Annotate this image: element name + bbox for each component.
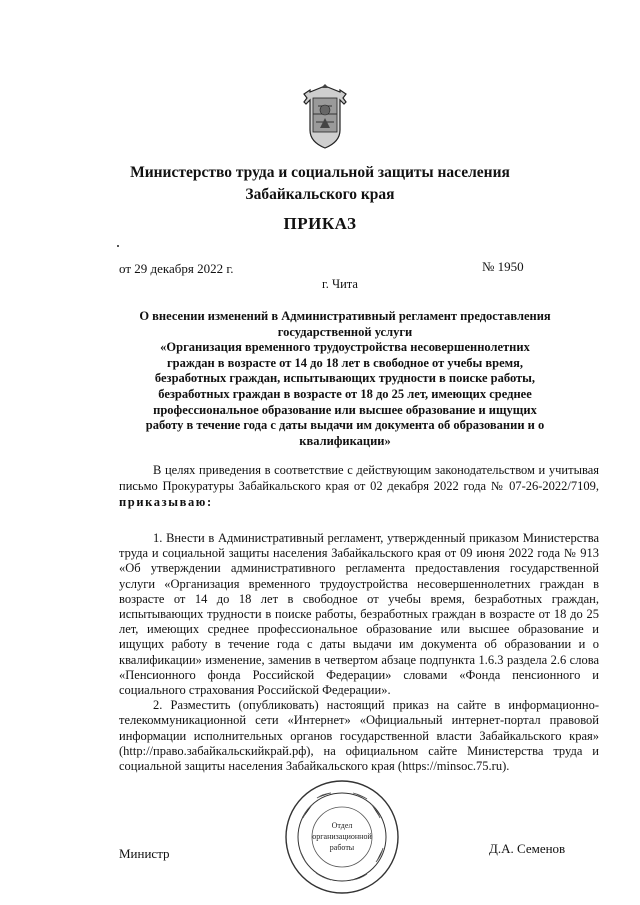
signatory-name: Д.А. Семенов bbox=[489, 841, 566, 856]
heading-line: квалификации» bbox=[299, 433, 391, 448]
signatory-position: Министр bbox=[119, 846, 170, 861]
heading-line: государственной услуги bbox=[277, 324, 413, 339]
document-city: г. Чита bbox=[322, 277, 358, 291]
document-type-title: ПРИКАЗ bbox=[283, 214, 357, 233]
document-date: от 29 декабря 2022 г. bbox=[119, 261, 234, 276]
coat-of-arms-emblem bbox=[300, 84, 350, 150]
heading-line: «Организация временного трудоустройства несовершеннолетних bbox=[160, 340, 530, 355]
order-item-1: 1. Внести в Административный регламент, утвержденный приказом Министерства труда и социальной защиты населения Забайкальского края от 09 июня 2022 года № 913 «Об утверждении административного регламента предоставления государственной услуги «Организация временного трудоустройства несовершеннолетних граждан в возрасте от 14 до 18 лет в свободное от учебы время, безработных граждан, испытывающих трудности в поиске работы, безработных граждан в возрасте от 18 до 25 лет, имеющих среднее профессиональное образование или высшее образование и ищущих работу в течение года с даты выдачи им документа об образовании и о квалификации» изменение, заменив в четвертом абзаце подпункта 1.6.3 раздела 2.6 слова «Пенсионного фонда Российской Федерации» словами «Фонда пенсионного и социального страхования Российской Федерации». bbox=[119, 531, 599, 698]
stamp-line-1: Отдел bbox=[331, 821, 353, 830]
heading-line: граждан в возрасте от 14 до 18 лет в свободное от учебы время, bbox=[166, 355, 524, 370]
heading-line: безработных граждан в возрасте от 18 до 25 лет, имеющих среднее bbox=[158, 386, 532, 401]
ministry-name bbox=[100, 162, 540, 206]
heading-line: профессиональное образование или высшее образование и ищущих bbox=[153, 402, 537, 417]
ministry-line-2: Забайкальского края bbox=[245, 186, 395, 203]
stamp-line-3: работы bbox=[329, 843, 355, 852]
scan-speck bbox=[117, 245, 119, 247]
document-number: № 1950 bbox=[482, 259, 524, 274]
heading-line: О внесении изменений в Административный регламент предоставления bbox=[139, 309, 551, 323]
preamble-text: В целях приведения в соответствие с действующим законодательством и учитывая письмо Прокуратуры Забайкальского края от 02 декабря 2022 года № 07-26-2022/7109, bbox=[119, 463, 599, 493]
order-item-2: 2. Разместить (опубликовать) настоящий приказ на сайте в информационно-телекоммуникационной сети «Интернет» «Официальный интернет-портал правовой информации исполнительных органов государственной власти Забайкальского края» (http://право.забайкальскийкрай.рф), на официальном сайте Министерства труда и социальной защиты населения Забайкальского края (https://minsoc.75.ru). bbox=[119, 698, 599, 774]
heading-line: работу в течение года с даты выдачи им документа об образовании и о bbox=[145, 418, 545, 433]
stamp-line-2: организационной bbox=[312, 832, 372, 841]
order-items bbox=[119, 531, 599, 774]
preamble-paragraph bbox=[119, 462, 599, 510]
order-subject-heading bbox=[108, 309, 582, 449]
heading-line: безработных граждан, испытывающих трудности в поиске работы, bbox=[154, 371, 536, 386]
ministry-line-1: Министерство труда и социальной защиты населения bbox=[130, 164, 510, 181]
round-seal-stamp bbox=[283, 778, 401, 896]
preamble-order-keyword: приказываю: bbox=[119, 495, 213, 509]
